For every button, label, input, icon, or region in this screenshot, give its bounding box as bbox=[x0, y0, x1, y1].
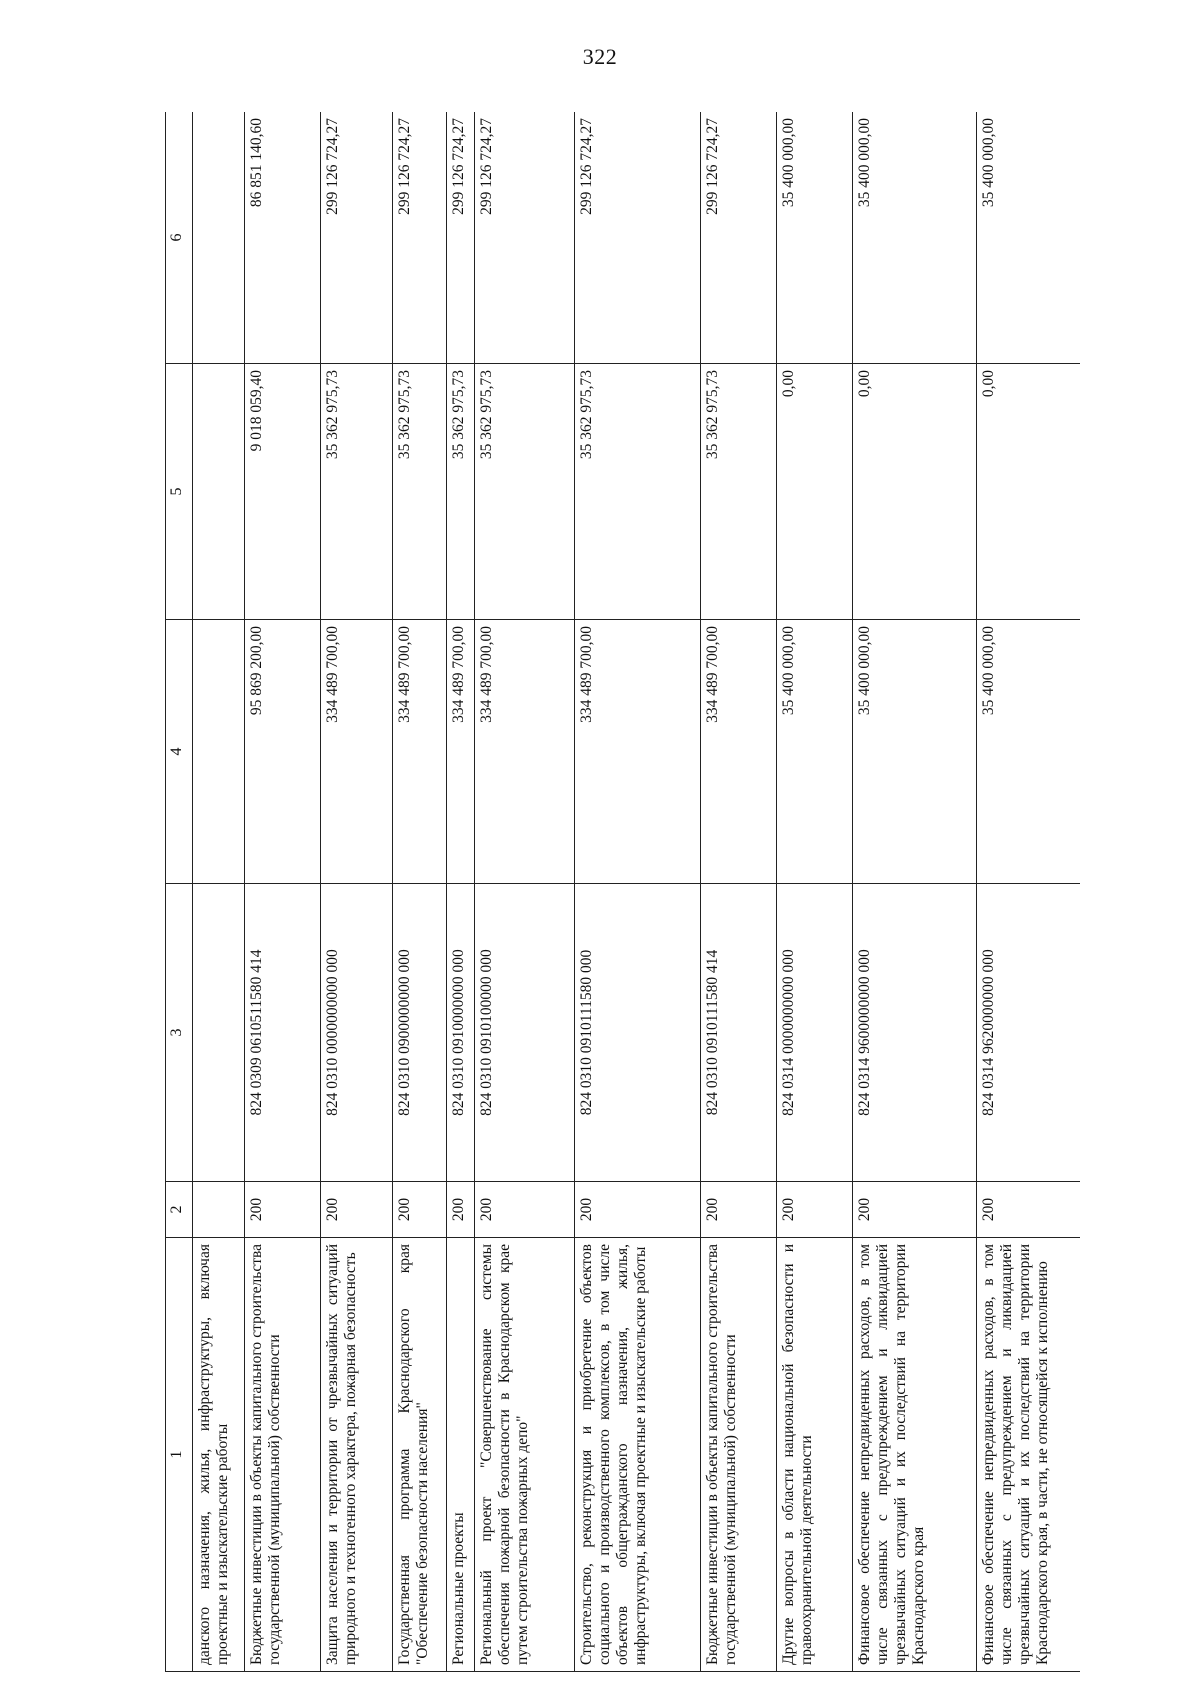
row-code: 824 0310 0910100000 000 bbox=[475, 884, 575, 1182]
row-code: 824 0310 0910111580 000 bbox=[575, 884, 701, 1182]
row-plan: 35 400 000,00 bbox=[777, 620, 853, 884]
column-header: 6 bbox=[166, 112, 193, 364]
table-row bbox=[701, 112, 777, 1672]
row-code: 824 0310 0900000000 000 bbox=[393, 884, 447, 1182]
table-row bbox=[977, 112, 1081, 1672]
row-change: 35 362 975,73 bbox=[575, 364, 701, 620]
row-name: Строительство, реконструкция и приобретение объектов социального и производственного комплексов, в том числе объектов общегражданского назначения, жилья, инфраструктуры, включая проектные и изыскательские работы bbox=[575, 1238, 701, 1672]
row-col2: 200 bbox=[447, 1182, 475, 1238]
row-name: Региональные проекты bbox=[447, 1238, 475, 1672]
column-header: 3 bbox=[166, 884, 193, 1182]
row-change: 35 362 975,73 bbox=[701, 364, 777, 620]
row-change: 0,00 bbox=[853, 364, 977, 620]
row-total bbox=[193, 112, 245, 364]
column-header: 5 bbox=[166, 364, 193, 620]
row-col2: 200 bbox=[393, 1182, 447, 1238]
row-total: 35 400 000,00 bbox=[777, 112, 853, 364]
row-change bbox=[193, 364, 245, 620]
row-total: 35 400 000,00 bbox=[977, 112, 1081, 364]
row-col2: 200 bbox=[977, 1182, 1081, 1238]
table-row bbox=[447, 112, 475, 1672]
row-total: 35 400 000,00 bbox=[853, 112, 977, 364]
row-name: данского назначения, жилья, инфраструктуры, включая проектные и изыскательские работы bbox=[193, 1238, 245, 1672]
row-code: 824 0310 0910111580 414 bbox=[701, 884, 777, 1182]
row-change: 35 362 975,73 bbox=[321, 364, 393, 620]
table-row bbox=[475, 112, 575, 1672]
row-col2: 200 bbox=[475, 1182, 575, 1238]
row-name: Финансовое обеспечение непредвиденных расходов, в том числе связанных с предупреждением и ликвидацией чрезвычайных ситуаций и их последствий на территории Краснодарского края, в части, не относящейся к исполнению bbox=[977, 1238, 1081, 1672]
row-col2: 200 bbox=[245, 1182, 321, 1238]
row-col2: 200 bbox=[777, 1182, 853, 1238]
rotated-table-container bbox=[165, 112, 1080, 1672]
row-change: 9 018 059,40 bbox=[245, 364, 321, 620]
row-col2: 200 bbox=[853, 1182, 977, 1238]
row-name: Другие вопросы в области национальной безопасности и правоохранительной деятельности bbox=[777, 1238, 853, 1672]
row-plan: 334 489 700,00 bbox=[321, 620, 393, 884]
row-code bbox=[193, 884, 245, 1182]
row-code: 824 0310 0910000000 000 bbox=[447, 884, 475, 1182]
row-total: 299 126 724,27 bbox=[701, 112, 777, 364]
row-plan: 334 489 700,00 bbox=[447, 620, 475, 884]
budget-table bbox=[165, 112, 1080, 1672]
row-name: Региональный проект "Совершенствование системы обеспечения пожарной безопасности в Краснодарском крае путем строительства пожарных депо" bbox=[475, 1238, 575, 1672]
row-code: 824 0314 9600000000 000 bbox=[853, 884, 977, 1182]
row-plan bbox=[193, 620, 245, 884]
table-row bbox=[245, 112, 321, 1672]
row-name: Бюджетные инвестиции в объекты капитального строительства государственной (муниципальной) собственности bbox=[701, 1238, 777, 1672]
row-code: 824 0314 0000000000 000 bbox=[777, 884, 853, 1182]
row-name: Защита населения и территории от чрезвычайных ситуаций природного и техногенного характера, пожарная безопасность bbox=[321, 1238, 393, 1672]
table-row bbox=[193, 112, 245, 1672]
column-header: 2 bbox=[166, 1182, 193, 1238]
row-name: Финансовое обеспечение непредвиденных расходов, в том числе связанных с предупреждением и ликвидацией чрезвычайных ситуаций и их последствий на территории Краснодарского края bbox=[853, 1238, 977, 1672]
page-number: 322 bbox=[582, 44, 618, 69]
row-plan: 35 400 000,00 bbox=[977, 620, 1081, 884]
row-plan: 334 489 700,00 bbox=[575, 620, 701, 884]
row-code: 824 0310 0000000000 000 bbox=[321, 884, 393, 1182]
row-plan: 334 489 700,00 bbox=[475, 620, 575, 884]
row-total: 299 126 724,27 bbox=[575, 112, 701, 364]
row-change: 35 362 975,73 bbox=[447, 364, 475, 620]
header-row bbox=[166, 112, 193, 1672]
table-row bbox=[393, 112, 447, 1672]
column-header: 1 bbox=[166, 1238, 193, 1672]
row-total: 86 851 140,60 bbox=[245, 112, 321, 364]
row-code: 824 0309 0610511580 414 bbox=[245, 884, 321, 1182]
row-col2 bbox=[193, 1182, 245, 1238]
table-row bbox=[575, 112, 701, 1672]
row-total: 299 126 724,27 bbox=[475, 112, 575, 364]
table-row bbox=[853, 112, 977, 1672]
row-change: 35 362 975,73 bbox=[475, 364, 575, 620]
table-row bbox=[777, 112, 853, 1672]
row-col2: 200 bbox=[321, 1182, 393, 1238]
column-header: 4 bbox=[166, 620, 193, 884]
row-change: 0,00 bbox=[977, 364, 1081, 620]
row-col2: 200 bbox=[575, 1182, 701, 1238]
row-change: 0,00 bbox=[777, 364, 853, 620]
row-name: Бюджетные инвестиции в объекты капитального строительства государственной (муниципальной) собственности bbox=[245, 1238, 321, 1672]
row-total: 299 126 724,27 bbox=[393, 112, 447, 364]
row-plan: 35 400 000,00 bbox=[853, 620, 977, 884]
row-col2: 200 bbox=[701, 1182, 777, 1238]
row-total: 299 126 724,27 bbox=[447, 112, 475, 364]
row-change: 35 362 975,73 bbox=[393, 364, 447, 620]
row-plan: 334 489 700,00 bbox=[701, 620, 777, 884]
row-plan: 334 489 700,00 bbox=[393, 620, 447, 884]
row-total: 299 126 724,27 bbox=[321, 112, 393, 364]
row-plan: 95 869 200,00 bbox=[245, 620, 321, 884]
table-row bbox=[321, 112, 393, 1672]
row-code: 824 0314 9620000000 000 bbox=[977, 884, 1081, 1182]
table-viewport bbox=[165, 112, 1080, 1672]
row-name: Государственная программа Краснодарского края "Обеспечение безопасности населения" bbox=[393, 1238, 447, 1672]
